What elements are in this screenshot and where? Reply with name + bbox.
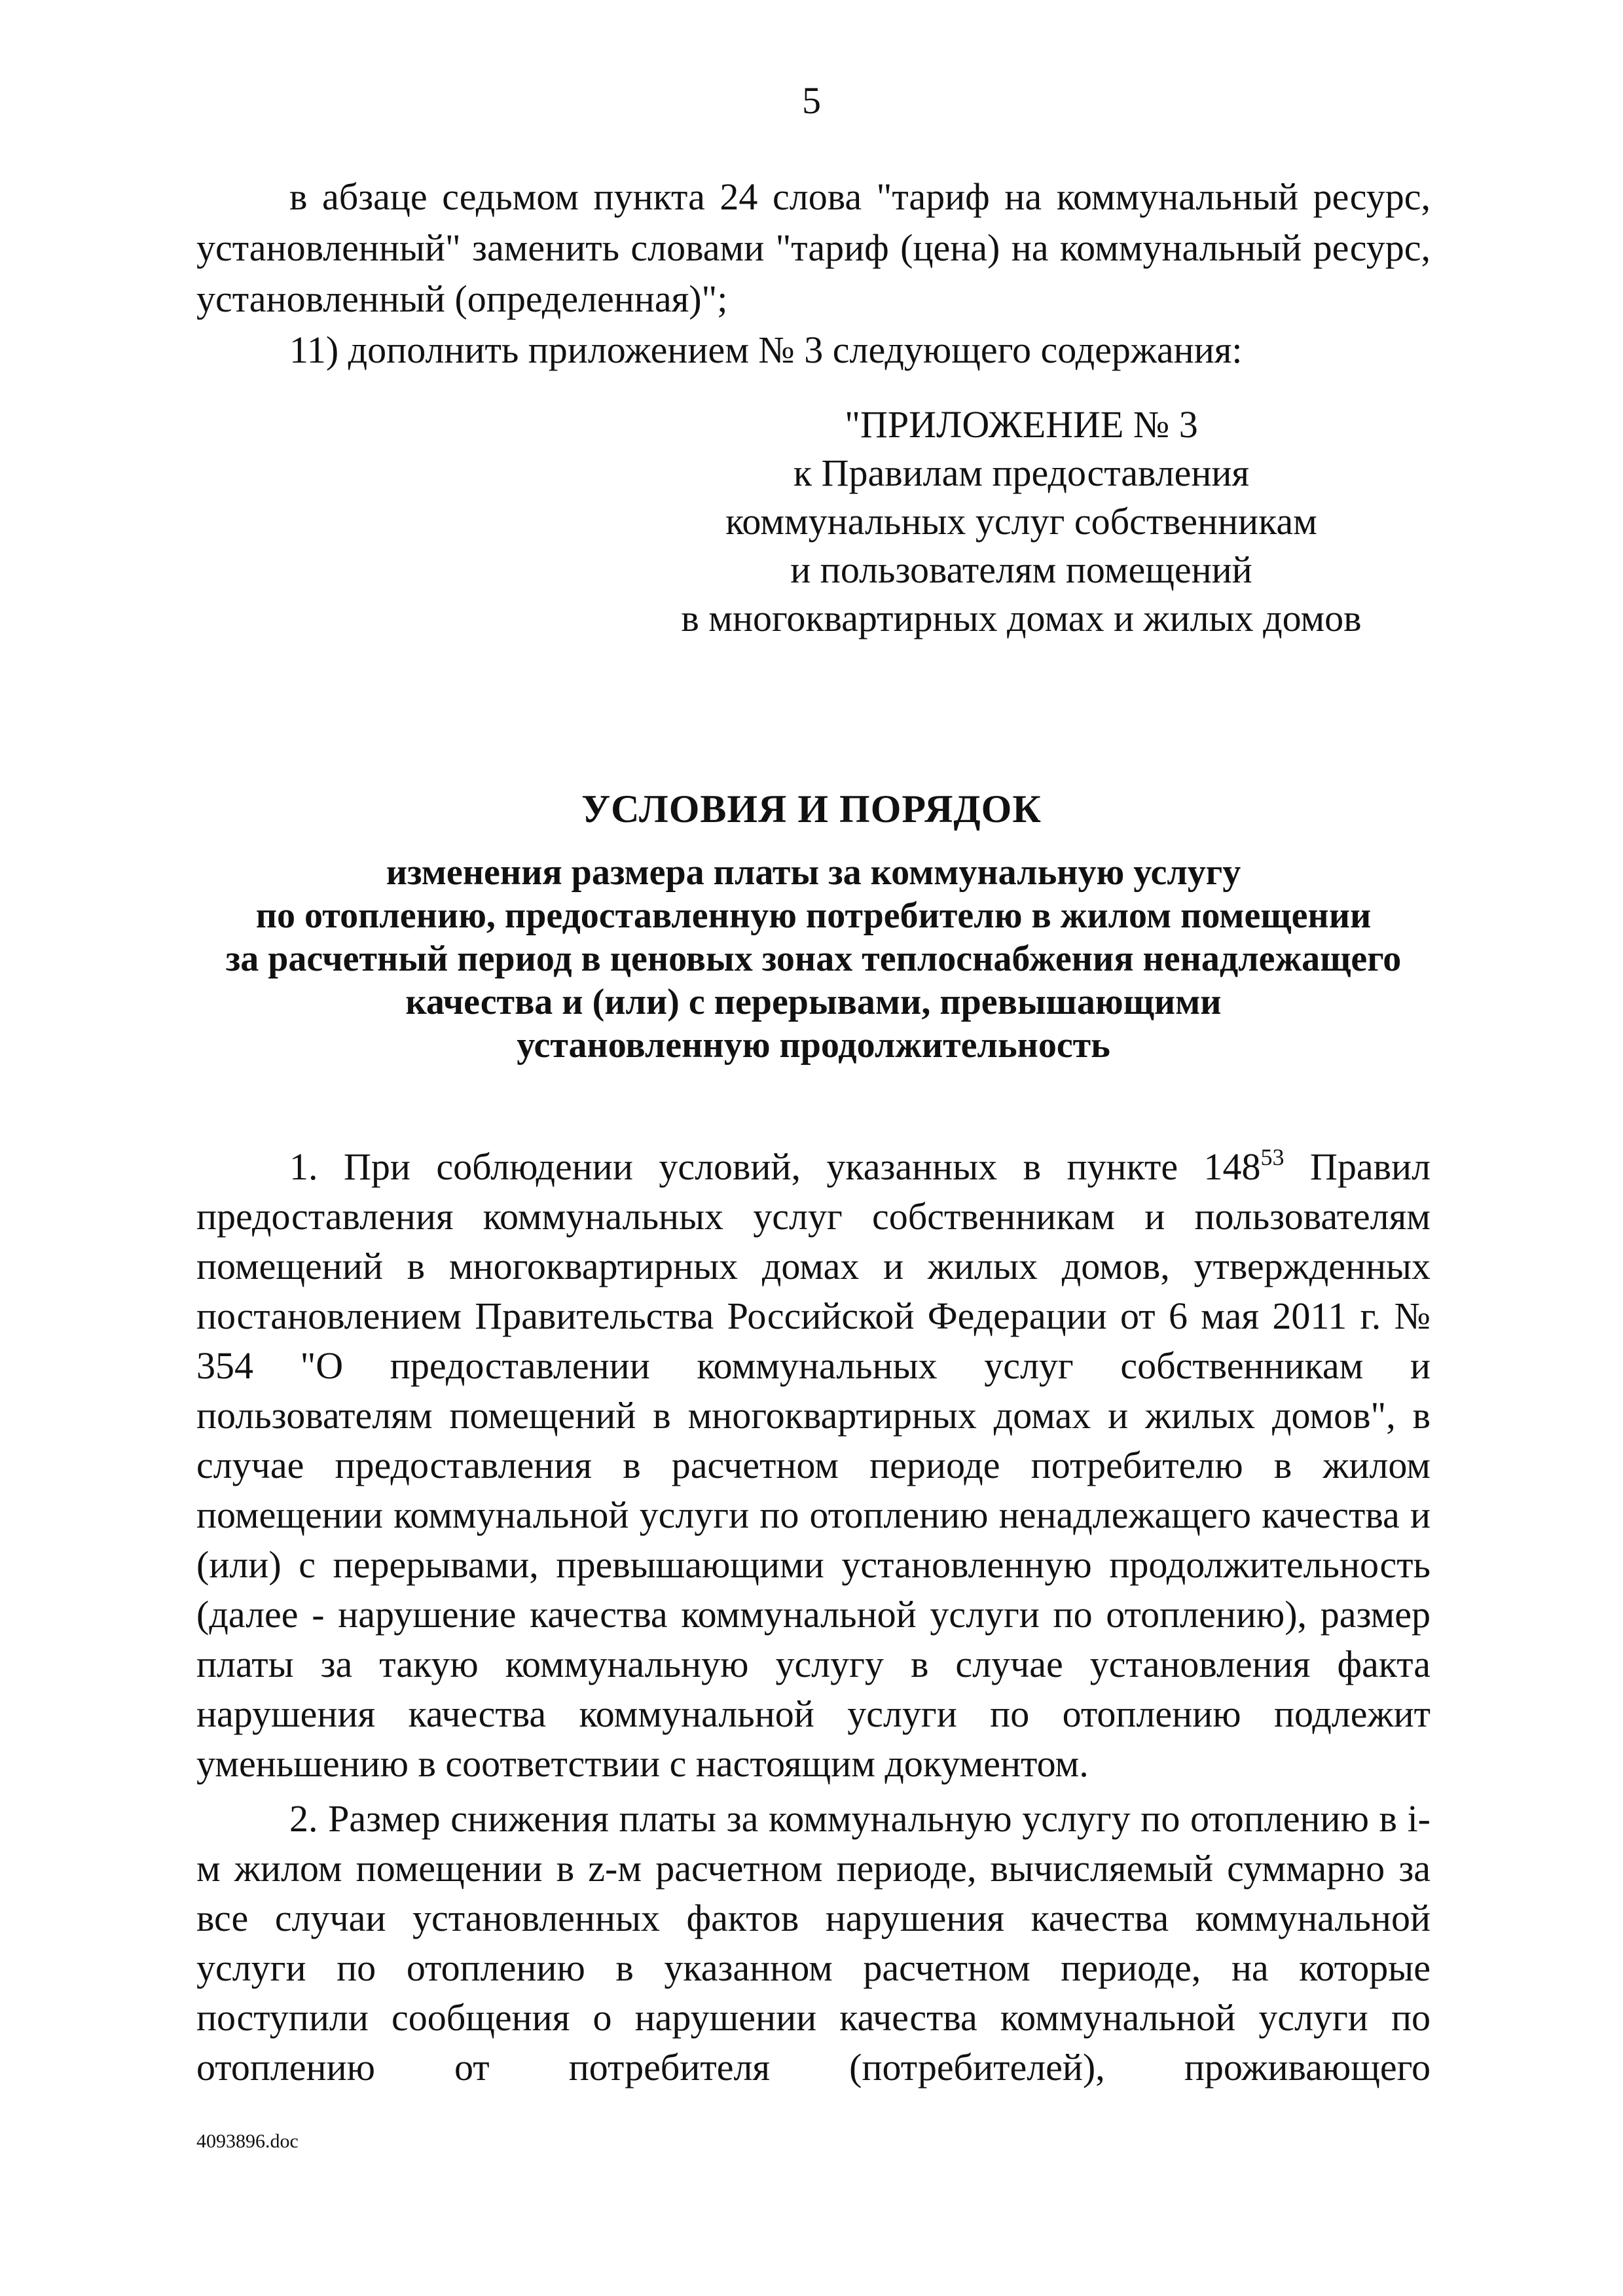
section-1-text-end: Правил предоставления коммунальных услуг собственникам и пользователям помещений в многоквартирных домах и жилых домов, утвержденных постановлением Правительства Российской Федерации от 6 мая 2011 г. № 354 "О предоставлении коммунальных услуг собственникам и пользователям помещений в многоквартирных домах и жилых домов", в случае предоставления в расчетном периоде потребителю в жилом помещении коммунальной услуги по отоплению ненадлежащего качества и (или) с перерывами, превышающими установленную продолжительность (далее - нарушение качества коммунальной услуги по отоплению), размер платы за такую коммунальную услугу в случае установления факта нарушения качества коммунальной услуги по отоплению подлежит уменьшению в соответствии с настоящим документом. — [196, 1145, 1431, 1785]
main-text — [196, 1142, 1431, 2098]
section-2-paragraph: 2. Размер снижения платы за коммунальную услугу по отоплению в i-м жилом помещении в z-м расчетном периоде, вычисляемый суммарно за все случаи установленных фактов нарушения качества коммунальной услуги по отоплению в указанном расчетном периоде, на которые поступили сообщения о нарушении качества коммунальной услуги по отоплению от потребителя (потребителей), проживающего — [196, 1797, 1431, 2089]
subtitle-line: изменения размера платы за коммунальную услугу — [386, 852, 1241, 893]
appendix-line: и пользователям помещений — [790, 548, 1252, 591]
footer-file-name: 4093896.doc — [196, 2130, 299, 2152]
appendix-line: коммунальных услуг собственникам — [725, 500, 1317, 543]
appendix-line: в многоквартирных домах и жилых домов — [681, 597, 1362, 639]
item-11-paragraph: 11) дополнить приложением № 3 следующего содержания: — [289, 329, 1243, 371]
section-1-text-start: 1. При соблюдении условий, указанных в пункте 148 — [289, 1145, 1261, 1188]
document-title: УСЛОВИЯ И ПОРЯДОК — [581, 787, 1042, 831]
section-1-paragraph — [196, 1142, 1431, 1789]
intro-paragraph: в абзаце седьмом пункта 24 слова "тариф на коммунальный ресурс, установленный" заменить словами "тариф (цена) на коммунальный ресурс, установленный (определенная)"; — [196, 175, 1431, 320]
appendix-header — [655, 401, 1388, 643]
section-1-superscript: 53 — [1260, 1144, 1285, 1170]
appendix-heading: "ПРИЛОЖЕНИЕ № 3 — [845, 403, 1198, 446]
subtitle-line: установленную продолжительность — [517, 1025, 1110, 1066]
intro-block — [196, 171, 1431, 376]
subtitle-line: по отоплению, предоставленную потребителю в жилом помещении — [255, 895, 1372, 936]
appendix-line: к Правилам предоставления — [793, 452, 1250, 494]
page-number: 5 — [802, 79, 821, 122]
subtitle-line: за расчетный период в ценовых зонах теплоснабжения ненадлежащего — [225, 939, 1402, 979]
document-subtitle — [196, 851, 1431, 1067]
subtitle-line: качества и (или) с перерывами, превышающими — [405, 982, 1222, 1022]
